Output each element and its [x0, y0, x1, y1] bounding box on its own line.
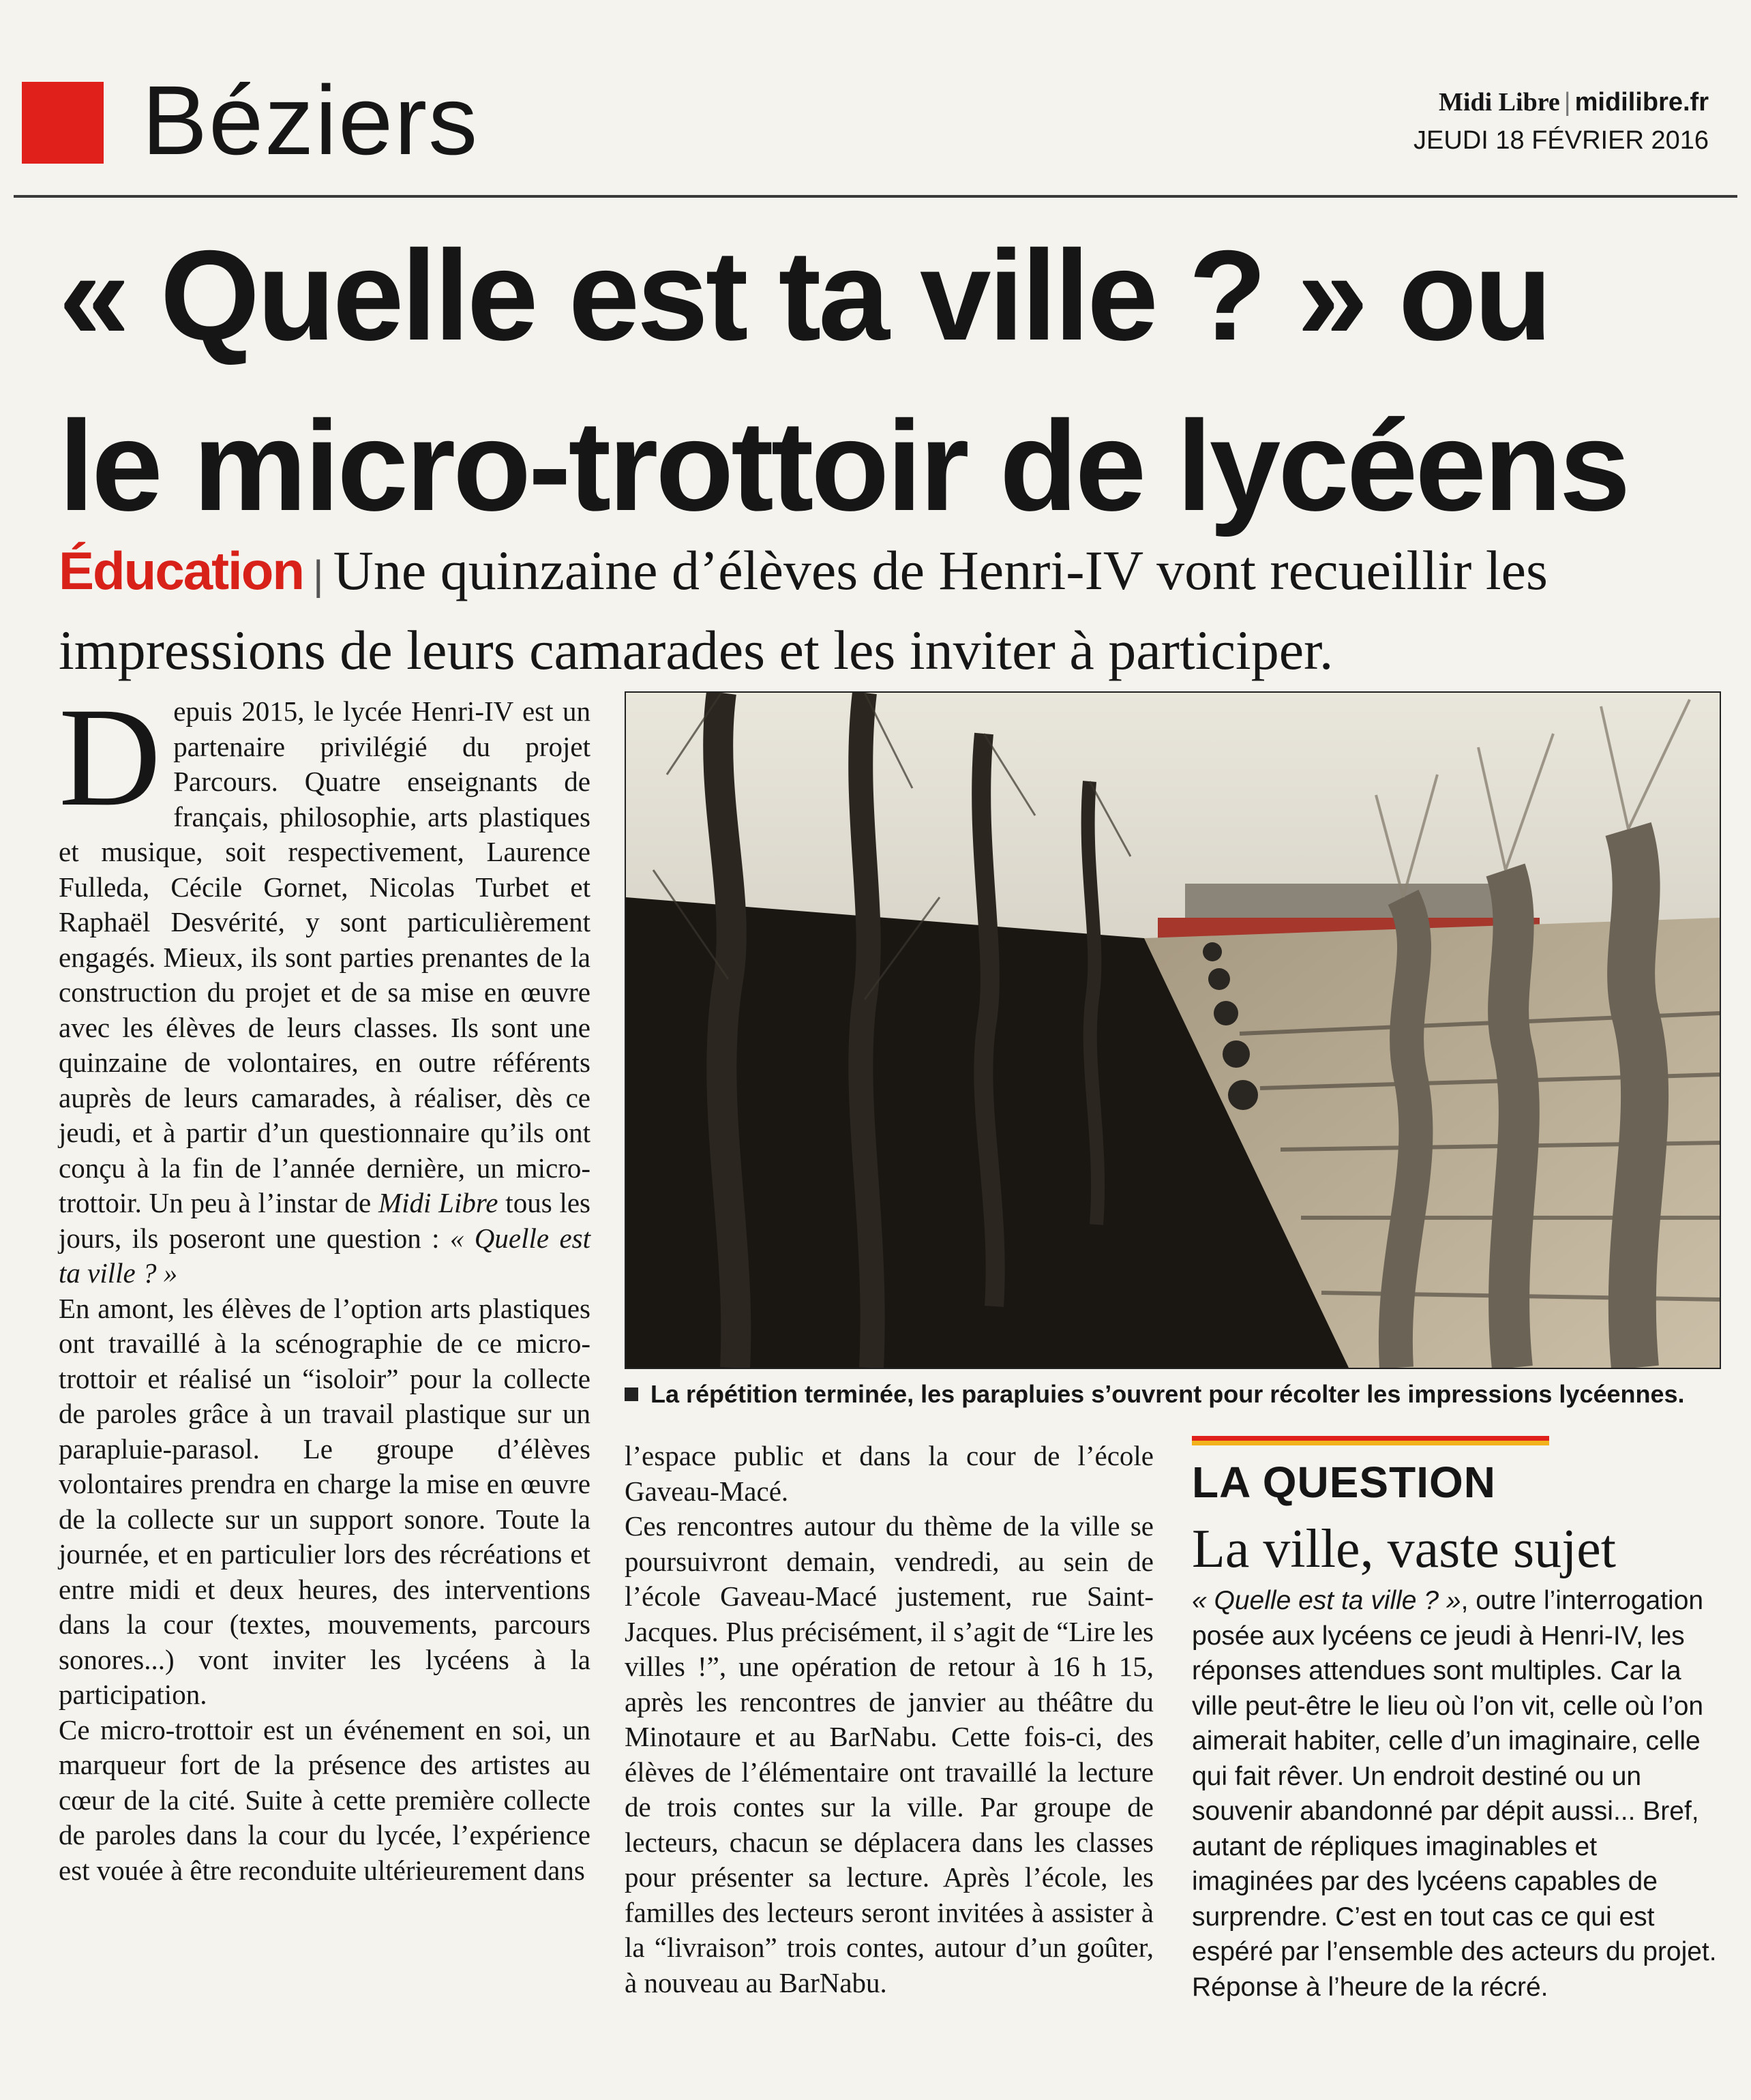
headline-line-1: « Quelle est ta ville ? » ou [59, 224, 1550, 367]
header-rule [14, 195, 1737, 198]
headline [59, 210, 1722, 551]
question-quote: « Quelle est ta ville ? » [59, 1222, 590, 1289]
section-title: Béziers [142, 65, 479, 175]
article-paragraph-3-continued: l’espace public et dans la cour de l’école Gaveau-Macé. [625, 1440, 1154, 1507]
caption-bullet-icon [625, 1388, 638, 1401]
kicker-separator: | [313, 552, 324, 598]
paragraph-1-mid: tous les jours, ils poseront une question : [59, 1187, 590, 1254]
article-paragraph-4: Ces rencontres autour du thème de la ville se poursuivront demain, vendredi, au sein de l’école Gaveau-Macé justement, rue Saint-Jacques. Plus précisément, il s’agit de “Lire les villes !”, une opération de retour à 16 h 15, après les rencontres de janvier au théâtre du Minotaure et au BarNabu. Cette fois-ci, des élèves de l’élémentaire ont travaillé la lecture de trois contes sur la ville. Par groupe de lecteurs, chacun se déplacera dans les classes pour présenter sa lecture. Après l’école, les familles des lecteurs seront invitées à assister à la “livraison” trois contes, autour d’un goûter, à nouveau au BarNabu. [625, 1510, 1154, 1998]
sidebar-title: La ville, vaste sujet [1192, 1519, 1617, 1579]
publication-info [1413, 83, 1709, 160]
publication-website: midilibre.fr [1574, 88, 1709, 117]
article-column-2 [625, 1439, 1154, 2000]
midi-libre-mention: Midi Libre [378, 1187, 498, 1218]
sidebar-label: LA QUESTION [1192, 1458, 1496, 1507]
article-paragraph-3: Ce micro-trottoir est un événement en soi, un marqueur fort de la présence des artistes au cœur de la cité. Suite à cette première collecte de paroles dans la cour du lycée, l’expérience est vouée à être reconduite ultérieurement dans [59, 1713, 590, 1886]
photo-caption-text: La répétition terminée, les parapluies s’ouvrent pour récolter les impressions lycéennes. [650, 1380, 1685, 1408]
publication-separator: | [1563, 88, 1571, 117]
publication-date: JEUDI 18 FÉVRIER 2016 [1413, 126, 1709, 155]
sidebar-question-quote: « Quelle est ta ville ? » [1192, 1586, 1461, 1615]
subheadline-text: Une quinzaine d’élèves de Henri-IV vont recueillir les impressions de leurs camarades et les inviter à participer. [59, 539, 1548, 681]
photo-caption [625, 1379, 1718, 1410]
drop-cap: D [59, 678, 162, 835]
article-column-1 [59, 678, 590, 1888]
photo-tree-lined-courtyard [626, 693, 1720, 1368]
sidebar-color-rule [1192, 1436, 1549, 1445]
sidebar-body: , outre l’interrogation posée aux lycéens ce jeudi à Henri-IV, les réponses attendues sont multiples. Car la ville peut-être le lieu où l’on vit, celle où l’on aimerait habiter, celle d’un imaginaire, celle qui fait rêver. Un endroit destiné ou un souvenir abandonné par dépit aussi... Bref, autant de répliques imaginables et imaginées par des lycéens capables de surprendre. C’est en tout cas ce qui est espéré par l’ensemble des acteurs du projet. Réponse à l’heure de la récré. [1192, 1586, 1717, 2002]
kicker-education: Éducation [59, 541, 304, 601]
headline-line-2: le micro-trottoir de lycéens [59, 394, 1628, 537]
subheadline [59, 533, 1709, 688]
publication-brand: Midi Libre [1439, 88, 1560, 117]
paragraph-1-lead: epuis 2015, le lycée Henri-IV est un partenaire privilégié du projet Parcours. Quatre enseignants de français, philosophie, arts plastiques et musique, soit respectivement, Laurence Fulleda, Cécile Gornet, Nicolas Turbet et Raphaël Desvérité, y sont particulièrement engagés. Mieux, ils sont parties prenantes de la construction du projet et de sa mise en œuvre avec les élèves de leurs classes. Ils sont une quinzaine de volontaires, en outre référents auprès de leurs camarades, à réaliser, dès ce jeudi, et à partir d’un questionnaire qu’ils ont conçu à la fin de l’année dernière, un micro-trottoir. Un peu à l’instar de [59, 695, 590, 1218]
section-color-marker [22, 82, 104, 164]
sidebar-text [1192, 1583, 1724, 2005]
article-paragraph-2: En amont, les élèves de l’option arts plastiques ont travaillé à la scénographie de ce micro-trottoir et réalisé un “isoloir” pour la collecte de paroles grâce à un travail plastique sur un parapluie-parasol. Le groupe d’élèves volontaires prendra en charge la mise en œuvre de la collecte sur un support sonore. Toute la journée, et en particulier lors des récréations et entre midi et deux heures, des interventions dans la cour (textes, mouvements, parcours sonores...) vont inviter les lycéens à la participation. [59, 1292, 590, 1710]
article-paragraph-1 [59, 678, 590, 1291]
article-photo [625, 691, 1721, 1369]
